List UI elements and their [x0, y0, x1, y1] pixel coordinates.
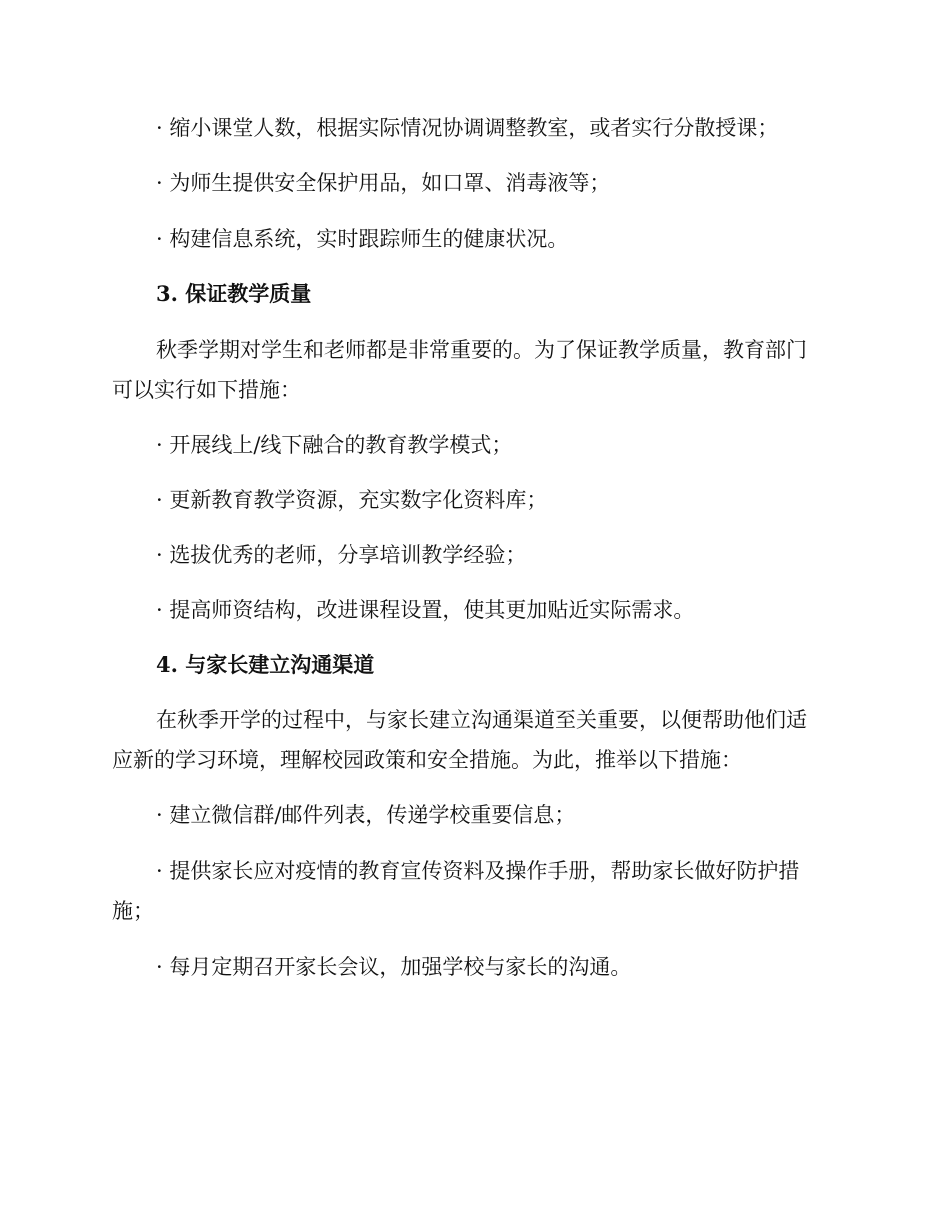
- paragraph-line: 秋季学期对学生和老师都是非常重要的。为了保证教学质量，教育部门: [156, 338, 807, 362]
- bullet-continuation: 施；: [112, 899, 154, 923]
- bullet-item: · 开展线上/线下融合的教育教学模式；: [156, 433, 513, 457]
- bullet-item: · 更新教育教学资源，充实数字化资料库；: [156, 488, 548, 512]
- bullet-item: · 提高师资结构，改进课程设置，使其更加贴近实际需求。: [156, 598, 695, 622]
- bullet-item: · 每月定期召开家长会议，加强学校与家长的沟通。: [156, 955, 632, 979]
- bullet-item: · 缩小课堂人数，根据实际情况协调调整教室，或者实行分散授课；: [156, 116, 779, 140]
- section-heading: 4. 与家长建立沟通渠道: [156, 652, 375, 677]
- bullet-item: · 为师生提供安全保护用品，如口罩、消毒液等；: [156, 171, 611, 195]
- bullet-item: · 选拔优秀的老师，分享培训教学经验；: [156, 543, 527, 567]
- bullet-item: · 提供家长应对疫情的教育宣传资料及操作手册，帮助家长做好防护措: [156, 859, 800, 883]
- section-heading: 3. 保证教学质量: [156, 281, 312, 306]
- bullet-item: · 建立微信群/邮件列表，传递学校重要信息；: [156, 803, 576, 827]
- paragraph-line: 可以实行如下措施：: [112, 378, 301, 402]
- paragraph-line: 应新的学习环境，理解校园政策和安全措施。为此，推举以下措施：: [112, 748, 742, 772]
- paragraph-line: 在秋季开学的过程中，与家长建立沟通渠道至关重要，以便帮助他们适: [156, 708, 807, 732]
- bullet-item: · 构建信息系统，实时跟踪师生的健康状况。: [156, 227, 569, 251]
